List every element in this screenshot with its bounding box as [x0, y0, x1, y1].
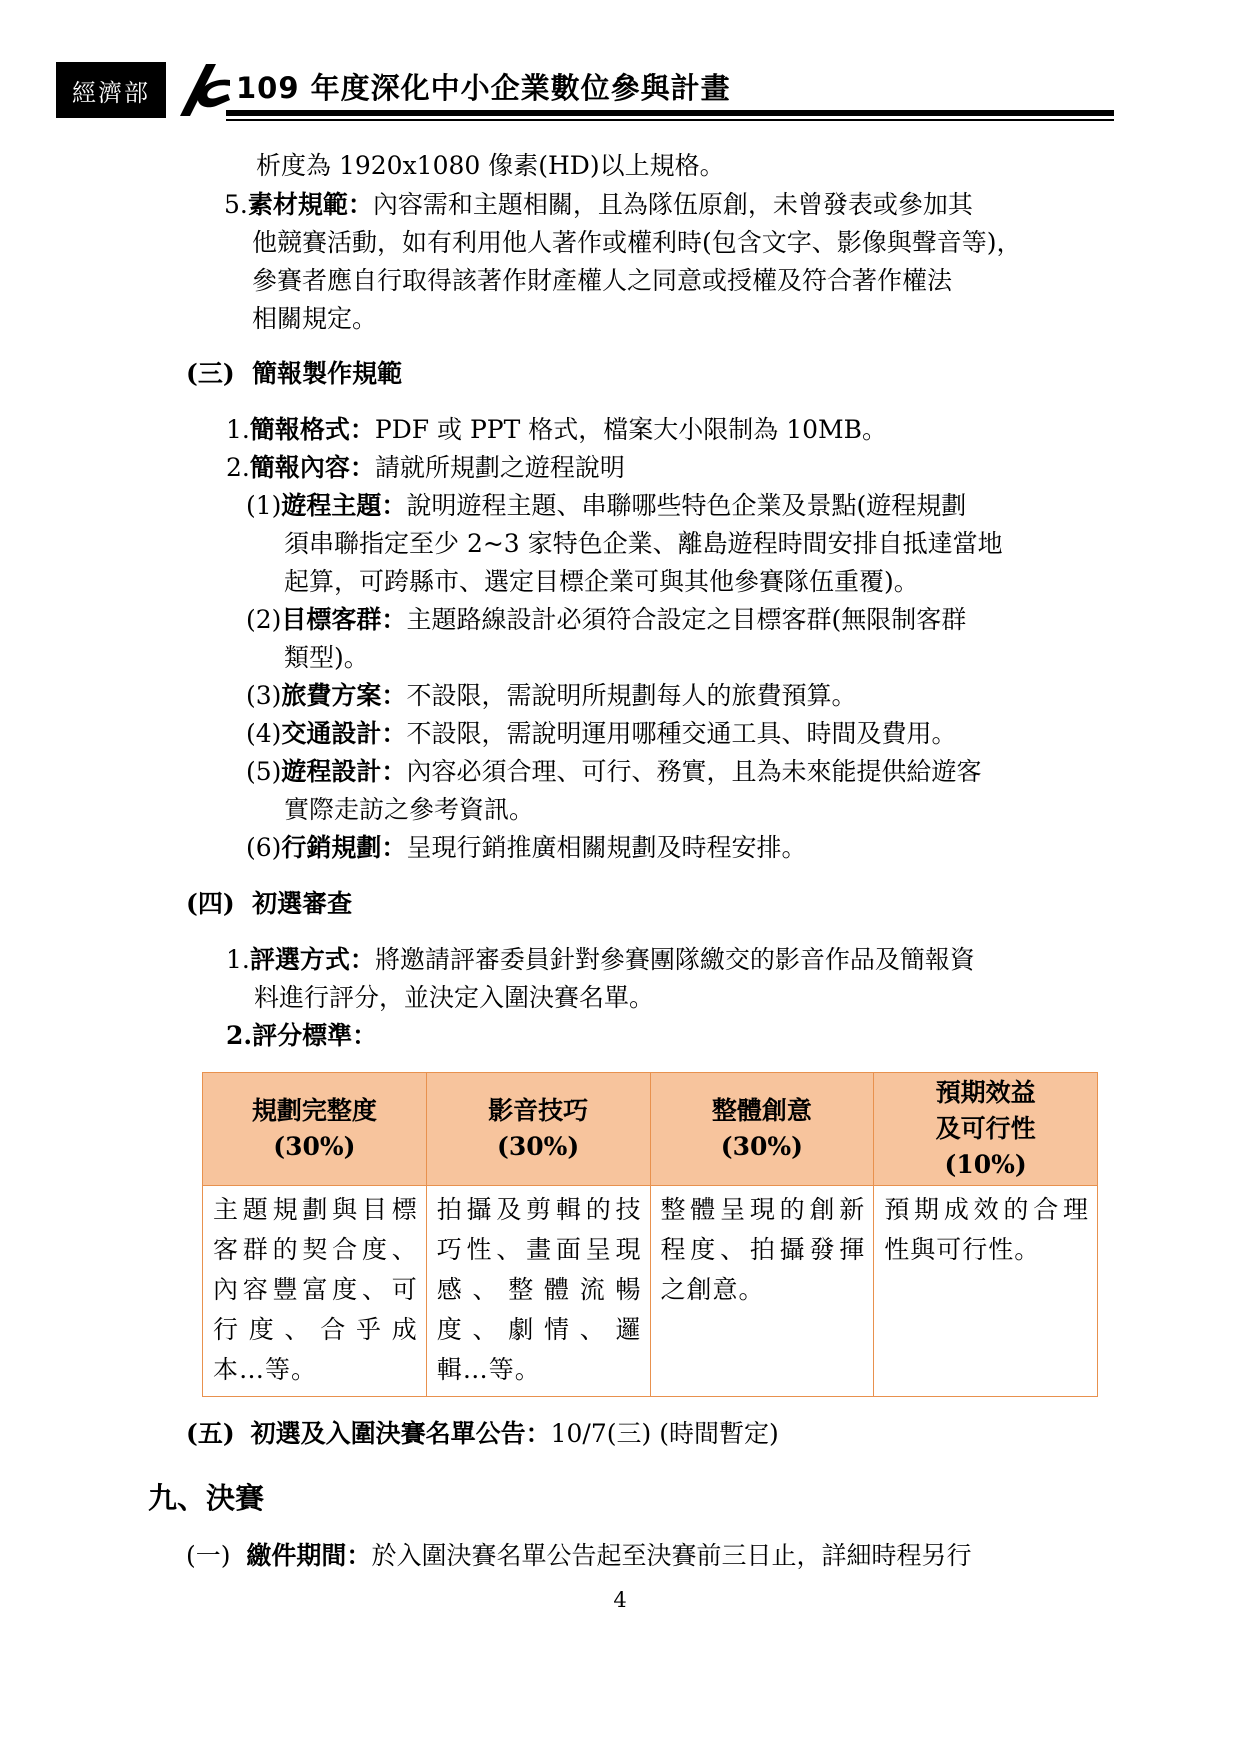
- text-line: 實際走訪之參考資訊。: [284, 795, 535, 824]
- table-header-cell: [203, 1073, 427, 1186]
- list-item-content: [226, 450, 625, 486]
- text-line: 相關規定。: [252, 304, 378, 333]
- item-label: 行銷規劃：: [281, 833, 407, 862]
- text-line: 類型)。: [284, 643, 369, 672]
- page-number: 4: [613, 1588, 627, 1612]
- chapter-heading-finals: 九、決賽: [148, 1481, 265, 1515]
- item-text: 不設限，需說明運用哪種交通工具、時間及費用。: [406, 719, 957, 748]
- item-number: (5): [246, 757, 282, 786]
- item-label: 遊程設計：: [281, 757, 407, 786]
- table-header-row: [203, 1073, 1098, 1186]
- list-item-format: [226, 412, 887, 448]
- item-number: (2): [246, 605, 282, 634]
- header-weight: (10%): [944, 1150, 1027, 1179]
- sub-item-transport: [246, 716, 956, 752]
- section-number: (五): [186, 1419, 235, 1448]
- item-number: 2.: [226, 1021, 253, 1050]
- table-cell: 預期成效的合理性與可行性。: [874, 1186, 1098, 1397]
- section-heading-submission: [186, 1538, 971, 1574]
- item-number: 5.: [224, 190, 248, 219]
- sub-item-marketing: [246, 830, 806, 866]
- header-name: 影音技巧: [488, 1096, 589, 1125]
- item-number: 1.: [226, 415, 250, 444]
- item-number: (3): [246, 681, 282, 710]
- section-heading-announcement: [186, 1416, 779, 1452]
- section-number: (四): [186, 889, 235, 918]
- section-text: 10/7(三) (時間暫定): [550, 1419, 779, 1448]
- header-weight: (30%): [273, 1132, 356, 1161]
- sub-item-budget: [246, 678, 856, 714]
- item-text: PDF 或 PPT 格式，檔案大小限制為 10MB。: [374, 415, 887, 444]
- text-line: 他競賽活動，如有利用他人著作或權利時(包含文字、影像與聲音等)，: [252, 228, 1022, 257]
- section-text: 於入圍決賽名單公告起至決賽前三日止，詳細時程另行: [371, 1541, 972, 1570]
- page-header: [0, 0, 1240, 130]
- header-name: 預期效益: [935, 1078, 1036, 1107]
- text-line: 料進行評分，並決定入圍決賽名單。: [254, 983, 655, 1012]
- section-heading-presentation: [186, 356, 402, 392]
- item-text: 將邀請評審委員針對參賽團隊繳交的影音作品及簡報資: [374, 945, 975, 974]
- item-number: (6): [246, 833, 282, 862]
- header-rule: [226, 110, 1114, 116]
- item-number: 2.: [226, 453, 250, 482]
- table-header-cell: [426, 1073, 650, 1186]
- section-label: 繳件期間：: [246, 1541, 372, 1570]
- header-rule-thin: [226, 119, 1114, 121]
- table-row: [203, 1186, 1098, 1397]
- text-line: 須串聯指定至少 2~3 家特色企業、離島遊程時間安排自抵達當地: [284, 529, 1003, 558]
- item-label: 交通設計：: [281, 719, 407, 748]
- item-number: 1.: [226, 945, 250, 974]
- scoring-table: [202, 1072, 1098, 1397]
- header-weight: (30%): [497, 1132, 580, 1161]
- table-header-cell: [874, 1073, 1098, 1186]
- item-number: (1): [246, 491, 282, 520]
- item-label: 旅費方案：: [281, 681, 407, 710]
- item-label: 簡報格式：: [249, 415, 375, 444]
- item-text: 呈現行銷推廣相關規劃及時程安排。: [406, 833, 807, 862]
- header-weight: (30%): [720, 1132, 803, 1161]
- item-label: 素材規範：: [247, 190, 373, 219]
- item-label: 遊程主題：: [281, 491, 407, 520]
- ministry-label: 經濟部: [56, 62, 166, 118]
- item-text: 不設限，需說明所規劃每人的旅費預算。: [406, 681, 857, 710]
- item-label: 評分標準：: [252, 1021, 378, 1050]
- section-title: 簡報製作規範: [252, 359, 403, 388]
- header-name: 及可行性: [935, 1114, 1036, 1143]
- text-line: 析度為 1920x1080 像素(HD)以上規格。: [256, 151, 725, 180]
- section-label: 初選及入圍決賽名單公告：: [250, 1419, 551, 1448]
- item-number: (4): [246, 719, 282, 748]
- sub-item-theme: [246, 488, 966, 524]
- ministry-logo-icon: [172, 60, 232, 120]
- item-text: 主題路線設計必須符合設定之目標客群(無限制客群: [406, 605, 967, 634]
- section-number: (一): [186, 1541, 231, 1570]
- text-line: 參賽者應自行取得該著作財產權人之同意或授權及符合著作權法: [252, 266, 953, 295]
- sub-item-target: [246, 602, 966, 638]
- header-name: 規劃完整度: [251, 1096, 377, 1125]
- item-text: 說明遊程主題、串聯哪些特色企業及景點(遊程規劃: [406, 491, 967, 520]
- table-header-cell: [650, 1073, 874, 1186]
- item-label: 簡報內容：: [249, 453, 375, 482]
- header-name: 整體創意: [711, 1096, 812, 1125]
- item-text: 內容必須合理、可行、務實，且為未來能提供給遊客: [406, 757, 982, 786]
- table-cell: 拍攝及剪輯的技巧性、畫面呈現感、整體流暢度、劇情、邏輯…等。: [426, 1186, 650, 1397]
- item-text: 內容需和主題相關，且為隊伍原創，未曾發表或參加其: [372, 190, 973, 219]
- table-cell: 整體呈現的創新程度、拍攝發揮之創意。: [650, 1186, 874, 1397]
- list-item-materials: [224, 187, 973, 223]
- section-title: 初選審查: [252, 889, 353, 918]
- section-heading-review: [186, 886, 352, 922]
- item-label: 評選方式：: [249, 945, 375, 974]
- plan-title: 109 年度深化中小企業數位參與計畫: [236, 71, 731, 105]
- sub-item-itinerary: [246, 754, 981, 790]
- section-number: (三): [186, 359, 235, 388]
- list-item-method: [226, 942, 975, 978]
- item-label: 目標客群：: [281, 605, 407, 634]
- item-text: 請就所規劃之遊程說明: [374, 453, 625, 482]
- list-item-criteria: [226, 1018, 377, 1054]
- text-line: 起算，可跨縣市、選定目標企業可與其他參賽隊伍重覆)。: [284, 567, 919, 596]
- table-cell: 主題規劃與目標客群的契合度、內容豐富度、可行度、合乎成本…等。: [203, 1186, 427, 1397]
